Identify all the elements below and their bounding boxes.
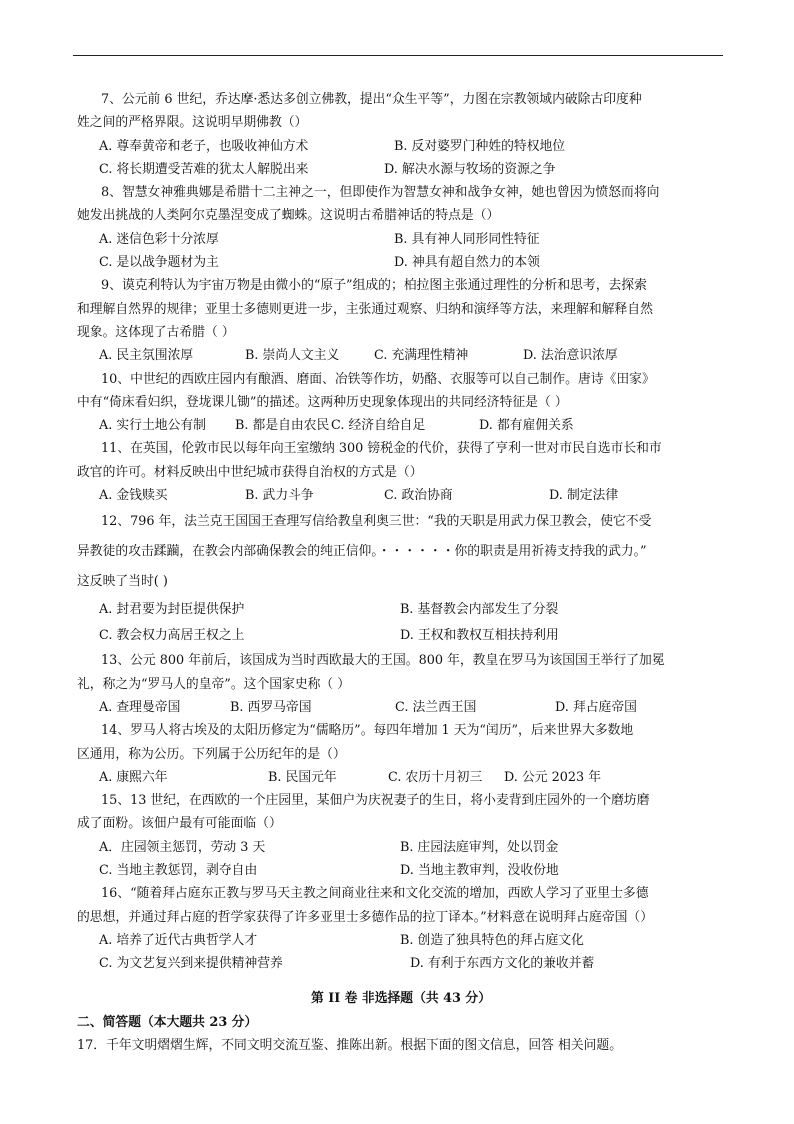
question-text: 礼，称之为“罗马人的皇帝”。这个国家史称（ ） — [77, 676, 351, 692]
option-b[interactable]: B. 崇尚人文主义 — [245, 348, 340, 364]
option-d[interactable]: D. 有利于东西方文化的兼收并蓄 — [410, 956, 595, 972]
question-9 — [77, 274, 725, 367]
question-text: 8、智慧女神雅典娜是希腊十二主神之一，但即使作为智慧女神和战争女神，她也曾因为愤怒而将向 — [101, 185, 660, 201]
option-b[interactable]: B. 庄园法庭审判，处以罚金 — [400, 839, 559, 855]
question-text: 她发出挑战的人类阿尔克墨涅变成了蜘蛛。这说明古希腊神话的特点是（） — [77, 208, 500, 224]
option-b[interactable]: B. 反对婆罗门种姓的特权地位 — [394, 138, 566, 154]
option-c[interactable]: C. 将长期遭受苦难的犹太人解脱出来 — [99, 161, 309, 177]
question-16 — [77, 882, 725, 975]
question-text: 成了面粉。该佃户最有可能面临（） — [77, 816, 282, 832]
option-c[interactable]: C. 当地主教惩罚，剥夺自由 — [99, 863, 258, 879]
question-8 — [77, 181, 725, 274]
question-15 — [77, 789, 725, 882]
question-17-text: 17．千年文明熠熠生辉，不同文明交流互鉴、推陈出新。根据下面的图文信息，回答 相关问题。 — [77, 1037, 623, 1053]
header-rule — [73, 55, 723, 56]
option-a[interactable]: A. 迷信色彩十分浓厚 — [99, 231, 219, 247]
option-a[interactable]: A. 查理曼帝国 — [99, 699, 181, 715]
option-a[interactable]: A. 康熙六年 — [99, 769, 168, 785]
option-d[interactable]: D. 王权和教权互相扶持利用 — [400, 628, 559, 644]
option-d[interactable]: D. 都有雇佣关系 — [479, 418, 574, 434]
option-a[interactable]: A. 封君要为封臣提供保护 — [99, 602, 245, 618]
question-7 — [77, 88, 725, 181]
option-d[interactable]: D. 公元 2023 年 — [504, 769, 602, 785]
question-text: 9、谟克利特认为宇宙万物是由微小的“原子”组成的；柏拉图主张通过理性的分析和思考，去探索 — [101, 278, 647, 294]
question-text: 异教徒的攻击蹂躏，在教会内部确保教会的纯正信仰。・・・・・・你的职责是用祈祷支持我的武力。” — [77, 544, 647, 560]
question-11 — [77, 437, 725, 507]
question-10 — [77, 368, 725, 438]
option-c[interactable]: C. 农历十月初三 — [388, 769, 483, 785]
option-c[interactable]: C. 充满理性精神 — [374, 348, 469, 364]
option-a[interactable]: A. 民主氛围浓厚 — [99, 348, 194, 364]
option-c[interactable]: C. 是以战争题材为主 — [99, 255, 219, 271]
question-text: 现象。这体现了古希腊（ ） — [77, 324, 235, 340]
question-text: 区通用，称为公历。下列属于公历纪年的是（） — [77, 746, 346, 762]
option-b[interactable]: B. 基督教会内部发生了分裂 — [400, 602, 559, 618]
question-text: 10、中世纪的西欧庄园内有酿酒、磨面、冶铁等作坊，奶酪、衣服等可以自己制作。唐诗《田家》 — [101, 371, 655, 387]
question-text: 姓之间的严格界限。这说明早期佛教（） — [77, 115, 308, 131]
question-text: 13、公元 800 年前后，该国成为当时西欧最大的王国。800 年，教皇在罗马为该国国王举行了加冕 — [101, 653, 665, 669]
option-b[interactable]: B. 武力斗争 — [245, 488, 314, 504]
question-12 — [77, 507, 725, 649]
question-text: 政官的许可。材料反映出中世纪城市获得自治权的方式是（） — [77, 464, 423, 480]
option-b[interactable]: B. 创造了独具特色的拜占庭文化 — [400, 932, 584, 948]
question-text: 14、罗马人将古埃及的太阳历修定为“儒略历”。每四年增加 1 天为“闰历”，后来世界大多数地 — [101, 723, 634, 739]
part-2-title: 第 II 卷 非选择题（共 43 分） — [310, 990, 492, 1006]
question-text: 中有“倚床看妇织，登垅课儿锄”的描述。这两种历史现象体现出的共同经济特征是（ ） — [77, 394, 568, 410]
option-d[interactable]: D. 制定法律 — [549, 488, 619, 504]
option-d[interactable]: D. 解决水源与牧场的资源之争 — [384, 161, 556, 177]
option-b[interactable]: B. 具有神人同形同性特征 — [394, 231, 540, 247]
question-text: 这反映了当时( ) — [77, 574, 168, 590]
option-d[interactable]: D. 神具有超自然力的本领 — [394, 255, 540, 271]
option-b[interactable]: B. 西罗马帝国 — [230, 699, 312, 715]
option-a[interactable]: A. 尊奉黄帝和老子，也吸收神仙方术 — [99, 138, 309, 154]
option-c[interactable]: C. 为文艺复兴到来提供精神营养 — [99, 956, 283, 972]
question-text: 和理解自然界的规律；亚里士多德则更进一步，主张通过观察、归纳和演绎等方法，来理解和解释自然 — [77, 301, 653, 317]
question-text: 7、公元前 6 世纪，乔达摩·悉达多创立佛教，提出“众生平等”，力图在宗教领域内破除古印度种 — [101, 92, 642, 107]
question-text: 11、在英国，伦敦市民以每年向王室缴纳 300 镑税金的代价，获得了亨利一世对市民自选市长和市 — [101, 441, 662, 457]
option-a[interactable]: A. 实行土地公有制 — [99, 418, 206, 434]
option-d[interactable]: D. 当地主教审判，没收份地 — [400, 863, 559, 879]
section-title: 二、简答题（本大题共 23 分） — [77, 1014, 258, 1030]
option-a[interactable]: A. 金钱赎买 — [99, 488, 168, 504]
option-d[interactable]: D. 法治意识浓厚 — [523, 348, 618, 364]
option-c[interactable]: C. 教会权力高居王权之上 — [99, 628, 245, 644]
question-13 — [77, 649, 725, 719]
question-text: 的思想，并通过拜占庭的哲学家获得了许多亚里士多德作品的拉丁译本。”材料意在说明拜占庭帝国（） — [77, 909, 654, 925]
exam-page — [77, 88, 725, 1057]
option-b[interactable]: B. 民国元年 — [268, 769, 337, 785]
option-a[interactable]: A. 培养了近代古典哲学人才 — [99, 932, 258, 948]
question-text: 16、“随着拜占庭东正教与罗马天主教之间商业往来和文化交流的增加，西欧人学习了亚里士多德 — [101, 886, 649, 902]
option-a[interactable]: A．庄园领主惩罚，劳动 3 天 — [99, 839, 266, 855]
question-text: 15、13 世纪，在西欧的一个庄园里，某佃户为庆祝妻子的生日，将小麦背到庄园外的一个磨坊磨 — [101, 793, 650, 809]
question-text: 12、796 年，法兰克王国国王查理写信给教皇利奥三世：“我的天职是用武力保卫教会，使它不受 — [101, 514, 652, 530]
option-d[interactable]: D. 拜占庭帝国 — [555, 699, 637, 715]
option-c[interactable]: C. 法兰西王国 — [395, 699, 477, 715]
option-c[interactable]: C. 政治协商 — [384, 488, 453, 504]
option-b[interactable]: B. 都是自由农民 — [235, 418, 330, 434]
question-14 — [77, 719, 725, 789]
option-c[interactable]: C. 经济自给自足 — [331, 418, 426, 434]
